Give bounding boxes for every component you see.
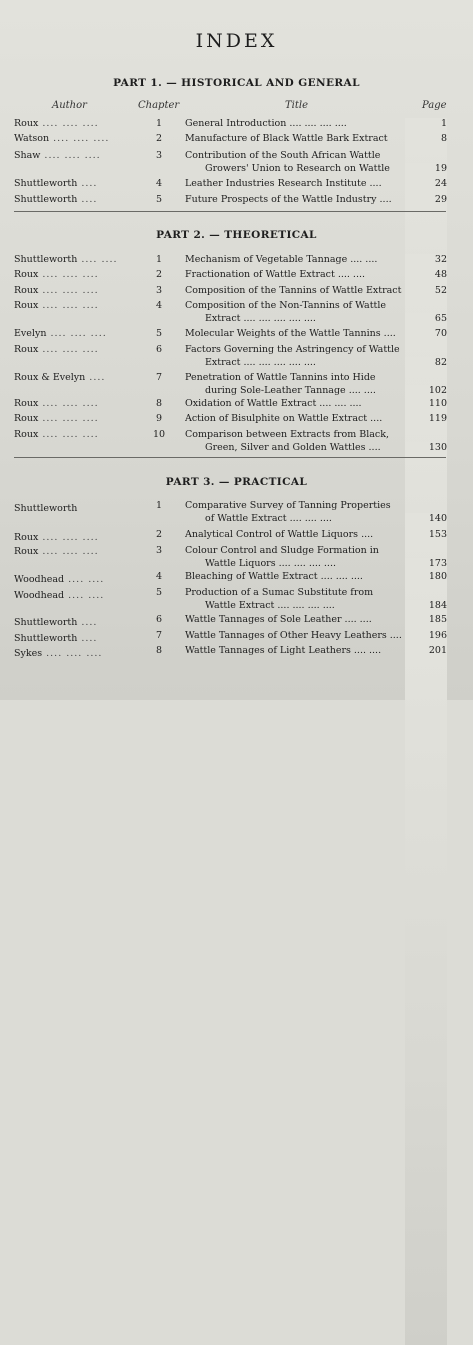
entry-title-line: Comparison between Extracts from Black, [185, 429, 390, 440]
entry-title [185, 571, 405, 584]
author-name: Watson [14, 133, 50, 144]
author-leader-dots: .... .... .... [42, 546, 99, 557]
author-name: Roux [14, 546, 39, 557]
author-name: Woodhead [14, 574, 65, 585]
author-name: Shuttleworth [14, 503, 78, 514]
entry-title [185, 344, 405, 369]
author-name: Roux [14, 118, 39, 129]
entry-title-line: Extract .... .... .... .... .... [205, 356, 316, 368]
entry-page: 153 [405, 529, 447, 1229]
entry-title [185, 178, 405, 191]
author-leader-dots: .... .... .... [42, 269, 99, 280]
entry-author [14, 285, 99, 296]
author-leader-dots: .... .... .... [42, 300, 99, 311]
entry-author [14, 429, 99, 440]
column-header-title: Title [285, 100, 309, 111]
entry-author [14, 118, 99, 129]
author-name: Shuttleworth [14, 617, 78, 628]
entry-title [185, 587, 405, 612]
entry-title [185, 630, 405, 643]
entry-title [185, 398, 405, 411]
author-leader-dots: .... .... .... [42, 398, 99, 409]
entry-title-line: during Sole-Leather Tannage .... .... [205, 384, 376, 396]
entry-author [14, 178, 97, 189]
entry-author [14, 633, 97, 644]
author-name: Shaw [14, 150, 41, 161]
entry-author [14, 344, 99, 355]
entry-page: 8 [405, 133, 447, 833]
entry-chapter: 6 [155, 344, 163, 355]
entry-page: 65 [405, 313, 447, 1013]
column-header-chapter: Chapter [138, 100, 180, 111]
entry-chapter: 4 [155, 300, 163, 311]
entry-chapter: 10 [152, 429, 166, 440]
entry-page: 110 [405, 398, 447, 1098]
entry-author [14, 590, 104, 601]
entry-chapter: 9 [155, 413, 163, 424]
author-name: Roux [14, 429, 39, 440]
part-1-heading: PART 1. — HISTORICAL AND GENERAL [113, 77, 360, 89]
entry-author [14, 150, 101, 161]
entry-title-line: Wattle Tannages of Sole Leather .... .... [185, 614, 372, 625]
entry-page: 48 [405, 269, 447, 969]
page-title: INDEX [195, 30, 278, 52]
entry-title-line: Manufacture of Black Wattle Bark Extract [185, 133, 388, 144]
entry-title-line: Contribution of the South African Wattle [185, 150, 381, 161]
author-leader-dots: .... .... .... [46, 648, 103, 659]
author-name: Shuttleworth [14, 254, 78, 265]
author-name: Roux [14, 269, 39, 280]
entry-chapter: 6 [155, 614, 163, 625]
entry-chapter: 5 [155, 328, 163, 339]
entry-title [185, 285, 405, 298]
author-leader-dots: .... .... .... [44, 150, 101, 161]
entry-page: 82 [405, 357, 447, 1057]
author-name: Woodhead [14, 590, 65, 601]
entry-title-line: Composition of the Non-Tannins of Wattle [185, 300, 386, 311]
author-name: Shuttleworth [14, 194, 78, 205]
author-leader-dots: .... .... .... [42, 532, 99, 543]
entry-chapter: 1 [155, 254, 163, 265]
entry-author [14, 300, 99, 311]
entry-chapter: 7 [155, 630, 163, 641]
entry-chapter: 2 [155, 269, 163, 280]
entry-title [185, 150, 405, 175]
entry-page: 185 [405, 614, 447, 1314]
author-leader-dots: .... .... .... [42, 413, 99, 424]
entry-title-line: of Wattle Extract .... .... .... [205, 512, 332, 524]
entry-title-line: Action of Bisulphite on Wattle Extract .... [185, 413, 383, 424]
entry-title [185, 118, 405, 131]
entry-title-line: Green, Silver and Golden Wattles .... [205, 441, 381, 453]
entry-author [14, 398, 99, 409]
entry-page: 119 [405, 413, 447, 1113]
entry-author [14, 254, 118, 265]
author-leader-dots: .... .... .... [42, 344, 99, 355]
column-header-author: Author [52, 100, 87, 111]
entry-page: 52 [405, 285, 447, 985]
entry-chapter: 3 [155, 150, 163, 161]
entry-title-line: Mechanism of Vegetable Tannage .... .... [185, 254, 378, 265]
entry-page: 70 [405, 328, 447, 1028]
entry-author [14, 269, 99, 280]
entry-title-line: Wattle Liquors .... .... .... .... [205, 557, 336, 569]
author-leader-dots: .... .... .... [42, 118, 99, 129]
author-name: Roux [14, 285, 39, 296]
author-leader-dots: .... [81, 178, 98, 189]
entry-title [185, 269, 405, 282]
entry-title-line: Production of a Sumac Substitute from [185, 587, 374, 598]
entry-title [185, 545, 405, 570]
entry-page: 29 [405, 194, 447, 894]
part-2-heading: PART 2. — THEORETICAL [156, 229, 317, 241]
entry-author [14, 413, 99, 424]
entry-chapter: 3 [155, 285, 163, 296]
entry-title-line: Wattle Tannages of Light Leathers .... .... [185, 645, 382, 656]
entry-page: 32 [405, 254, 447, 954]
entry-author [14, 546, 99, 557]
entry-title-line: Analytical Control of Wattle Liquors .... [185, 529, 374, 540]
divider-2 [14, 457, 446, 458]
author-name: Sykes [14, 648, 43, 659]
author-name: Shuttleworth [14, 633, 78, 644]
entry-title-line: Leather Industries Research Institute .... [185, 178, 382, 189]
entry-chapter: 4 [155, 571, 163, 582]
author-leader-dots: .... .... [68, 574, 105, 585]
entry-page: 102 [405, 385, 447, 1085]
entry-title [185, 413, 405, 426]
author-leader-dots: .... .... .... [42, 429, 99, 440]
author-leader-dots: .... .... .... [42, 285, 99, 296]
entry-author [14, 617, 97, 628]
entry-chapter: 1 [155, 118, 163, 129]
entry-chapter: 7 [155, 372, 163, 383]
author-leader-dots: .... .... [81, 254, 118, 265]
entry-author [14, 372, 105, 383]
entry-title-line: Comparative Survey of Tanning Properties [185, 500, 391, 511]
entry-title-line: Colour Control and Sludge Formation in [185, 545, 379, 556]
author-name: Evelyn [14, 328, 47, 339]
entry-title [185, 194, 405, 207]
author-leader-dots: .... .... .... [50, 328, 107, 339]
author-name: Roux [14, 532, 39, 543]
divider-1 [14, 211, 446, 212]
entry-chapter: 8 [155, 398, 163, 409]
entry-author [14, 532, 99, 543]
author-name: Roux & Evelyn [14, 372, 86, 383]
entry-title [185, 500, 405, 525]
entry-title-line: Wattle Extract .... .... .... .... [205, 599, 335, 611]
entry-page: 201 [405, 645, 447, 1345]
entry-chapter: 1 [155, 500, 163, 511]
entry-title [185, 529, 405, 542]
entry-title-line: Fractionation of Wattle Extract .... .... [185, 269, 366, 280]
entry-title-line: Wattle Tannages of Other Heavy Leathers .... [185, 630, 402, 641]
entry-title-line: Molecular Weights of the Wattle Tannins .... [185, 328, 396, 339]
entry-chapter: 5 [155, 587, 163, 598]
entry-title [185, 372, 405, 397]
entry-page: 173 [405, 558, 447, 1258]
entry-page: 1 [405, 118, 447, 818]
entry-author [14, 328, 107, 339]
author-leader-dots: .... [89, 372, 106, 383]
author-name: Roux [14, 413, 39, 424]
entry-title [185, 645, 405, 658]
entry-chapter: 5 [155, 194, 163, 205]
entry-page: 180 [405, 571, 447, 1271]
entry-page: 196 [405, 630, 447, 1330]
entry-title [185, 429, 405, 454]
author-leader-dots: .... [81, 194, 98, 205]
entry-page: 19 [405, 163, 447, 863]
entry-title-line: Oxidation of Wattle Extract .... .... .... [185, 398, 362, 409]
entry-page: 130 [405, 442, 447, 1142]
entry-title-line: Penetration of Wattle Tannins into Hide [185, 372, 376, 383]
entry-author [14, 194, 97, 205]
entry-title [185, 254, 405, 267]
entry-title-line: Bleaching of Wattle Extract .... .... .... [185, 571, 363, 582]
entry-page: 24 [405, 178, 447, 878]
author-leader-dots: .... .... .... [53, 133, 110, 144]
entry-title-line: Future Prospects of the Wattle Industry .... [185, 194, 392, 205]
author-name: Shuttleworth [14, 178, 78, 189]
entry-author [14, 503, 81, 514]
part-3-heading: PART 3. — PRACTICAL [165, 476, 308, 488]
entry-title [185, 614, 405, 627]
entry-chapter: 3 [155, 545, 163, 556]
author-name: Roux [14, 398, 39, 409]
entry-title-line: Growers' Union to Research on Wattle [205, 162, 390, 174]
entry-chapter: 2 [155, 529, 163, 540]
author-name: Roux [14, 300, 39, 311]
entry-title-line: Composition of the Tannins of Wattle Extract [185, 285, 402, 296]
entry-page: 140 [405, 513, 447, 1213]
column-header-page: Page [422, 100, 447, 111]
entry-author [14, 574, 104, 585]
entry-title [185, 133, 405, 146]
entry-chapter: 4 [155, 178, 163, 189]
entry-page: 184 [405, 600, 447, 1300]
entry-title-line: General Introduction .... .... .... .... [185, 118, 347, 129]
entry-title-line: Extract .... .... .... .... .... [205, 312, 316, 324]
author-leader-dots: .... .... [68, 590, 105, 601]
entry-author [14, 133, 109, 144]
author-leader-dots: .... [81, 633, 98, 644]
entry-author [14, 648, 102, 659]
author-leader-dots: .... [81, 617, 98, 628]
entry-title-line: Factors Governing the Astringency of Wattle [185, 344, 400, 355]
entry-chapter: 2 [155, 133, 163, 144]
author-name: Roux [14, 344, 39, 355]
entry-title [185, 328, 405, 341]
entry-chapter: 8 [155, 645, 163, 656]
entry-title [185, 300, 405, 325]
